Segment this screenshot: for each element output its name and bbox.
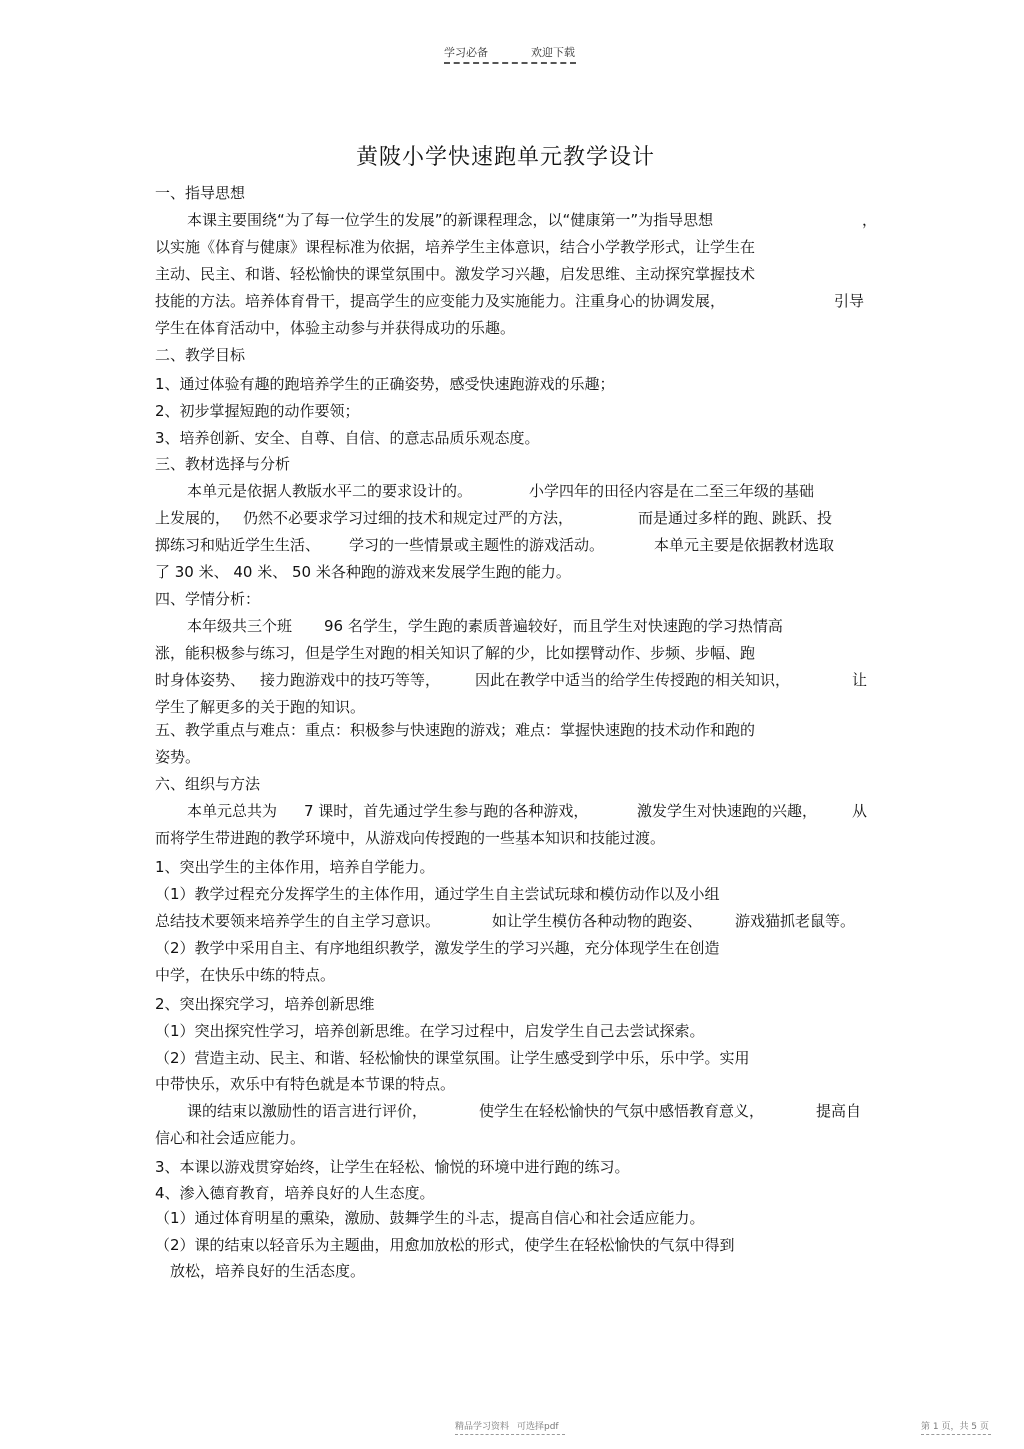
header-right-text: 欢迎下载 — [531, 46, 575, 59]
body-line-fragment: 仍然不必要求学习过细的技术和规定过严的方法， — [243, 509, 574, 527]
body-line: 学生了解更多的关于跑的知识。 — [155, 698, 366, 716]
section-heading: 一、指导思想 — [155, 184, 246, 202]
body-line-fragment: 学习的一些情景或主题性的游戏活动。 — [349, 536, 605, 554]
body-line: 以实施《体育与健康》课程标准为依据，培养学生主体意识，结合小学教学形式，让学生在 — [155, 238, 756, 256]
header-divider — [444, 62, 576, 64]
list-item: （2）课的结束以轻音乐为主题曲，用愈加放松的形式，使学生在轻松愉快的气氛中得到 — [155, 1236, 735, 1254]
list-item: （1）突出探究性学习，培养创新思维。在学习过程中，启发学生自己去尝试探索。 — [155, 1022, 705, 1040]
footer-middle-text: 可选择pdf — [517, 1422, 559, 1432]
list-item: （2）营造主动、民主、和谐、轻松愉快的课堂氛围。让学生感受到学中乐，乐中学。实用 — [155, 1049, 750, 1067]
body-line-fragment: 提高自 — [816, 1102, 862, 1120]
list-item: 3、本课以游戏贯穿始终，让学生在轻松、愉悦的环境中进行跑的练习。 — [155, 1158, 630, 1176]
body-line: 掷练习和贴近学生生活、 — [155, 536, 321, 554]
list-item: （1）通过体育明星的熏染，激励、鼓舞学生的斗志，提高自信心和社会适应能力。 — [155, 1209, 705, 1227]
body-line: 上发展的， — [155, 509, 231, 527]
body-line: 主动、民主、和谐、轻松愉快的课堂氛围中。激发学习兴趣，启发思维、主动探究掌握技术 — [155, 265, 756, 283]
footer-left-text: 精品学习资料 — [455, 1422, 510, 1432]
body-line-fragment: 96 名学生，学生跑的素质普遍较好，而且学生对快速跑的学习热情高 — [324, 617, 783, 635]
body-line: 中带快乐，欢乐中有特色就是本节课的特点。 — [155, 1075, 456, 1093]
body-line: 总结技术要领来培养学生的自主学习意识。 — [155, 912, 441, 930]
list-item: 2、突出探究学习，培养创新思维 — [155, 995, 375, 1013]
section-heading: 五、教学重点与难点：重点：积极参与快速跑的游戏；难点：掌握快速跑的技术动作和跑的 — [155, 721, 756, 739]
body-line: 时身体姿势、 — [155, 671, 246, 689]
list-item: （1）教学过程充分发挥学生的主体作用，通过学生自主尝试玩球和模仿动作以及小组 — [155, 885, 720, 903]
section-heading: 三、教材选择与分析 — [155, 455, 291, 473]
body-line-fragment: 本单元主要是依据教材选取 — [654, 536, 835, 554]
footer-divider — [455, 1434, 565, 1435]
body-line-fragment: 小学四年的田径内容是在二至三年级的基础 — [529, 482, 815, 500]
list-item: 1、突出学生的主体作用，培养自学能力。 — [155, 858, 435, 876]
body-line: 本单元是依据人教版水平二的要求设计的。 — [187, 482, 473, 500]
body-line: 课的结束以激励性的语言进行评价， — [187, 1102, 428, 1120]
body-line-fragment: 让 — [852, 671, 868, 689]
body-line: 本年级共三个班 — [187, 617, 293, 635]
body-line: 放松，培养良好的生活态度。 — [170, 1262, 366, 1280]
body-line-fragment: 使学生在轻松愉快的气氛中感悟教育意义， — [479, 1102, 765, 1120]
footer-right-divider — [921, 1434, 991, 1435]
body-line-fragment: 游戏猫抓老鼠等。 — [735, 912, 856, 930]
body-line-fragment: 而是通过多样的跑、 — [638, 509, 774, 527]
body-line-fragment: 7 课时，首先通过学生参与跑的各种游戏， — [304, 802, 589, 820]
body-line: 姿势。 — [155, 748, 201, 766]
body-line: 本单元总共为 — [187, 802, 278, 820]
section-heading: 二、教学目标 — [155, 346, 246, 364]
body-line: 技能的方法。培养体育骨干，提高学生的应变能力及实施能力。注重身心的协调发展， — [155, 292, 726, 310]
page-title: 黄陂小学快速跑单元教学设计 — [356, 145, 656, 170]
body-line: 而将学生带进跑的教学环境中，从游戏向传授跑的一些基本知识和技能过渡。 — [155, 829, 666, 847]
body-line-fragment: ， — [862, 211, 878, 229]
body-line-fragment: 如让学生模仿各种动物的跑姿、 — [492, 912, 703, 930]
list-item: 3、培养创新、安全、自尊、自信、的意志品质乐观态度。 — [155, 429, 540, 447]
body-line: 中学，在快乐中练的特点。 — [155, 966, 336, 984]
body-line: 了 30 米、 40 米、 50 米各种跑的游戏来发展学生跑的能力。 — [155, 563, 571, 581]
header-left-text: 学习必备 — [444, 46, 488, 59]
body-line: 本课主要围绕“为了每一位学生的发展”的新课程理念，以“健康第一”为指导思想 — [187, 211, 714, 229]
body-line: 涨，能积极参与练习，但是学生对跑的相关知识了解的少，比如摆臂动作、步频、步幅、跑 — [155, 644, 756, 662]
body-line-fragment: 接力跑游戏中的技巧等等， — [260, 671, 441, 689]
body-line: 学生在体育活动中，体验主动参与并获得成功的乐趣。 — [155, 319, 516, 337]
body-line-fragment: 从 — [852, 802, 868, 820]
body-line-fragment: 因此在教学中适当的给学生传授跑的相关知识， — [475, 671, 791, 689]
list-item: （2）教学中采用自主、有序地组织教学，激发学生的学习兴趣，充分体现学生在创造 — [155, 939, 720, 957]
body-line-fragment: 跳跃、投 — [772, 509, 833, 527]
body-line-fragment: 激发学生对快速跑的兴趣， — [637, 802, 818, 820]
section-heading: 六、组织与方法 — [155, 775, 261, 793]
body-line: 信心和社会适应能力。 — [155, 1129, 306, 1147]
list-item: 4、渗入德育教育，培养良好的人生态度。 — [155, 1184, 435, 1202]
page-number-text: 第 1 页，共 5 页 — [921, 1422, 989, 1432]
section-heading: 四、学情分析： — [155, 590, 261, 608]
list-item: 2、初步掌握短跑的动作要领； — [155, 402, 360, 420]
body-line-fragment: 引导 — [834, 292, 865, 310]
list-item: 1、通过体验有趣的跑培养学生的正确姿势，感受快速跑游戏的乐趣； — [155, 375, 615, 393]
